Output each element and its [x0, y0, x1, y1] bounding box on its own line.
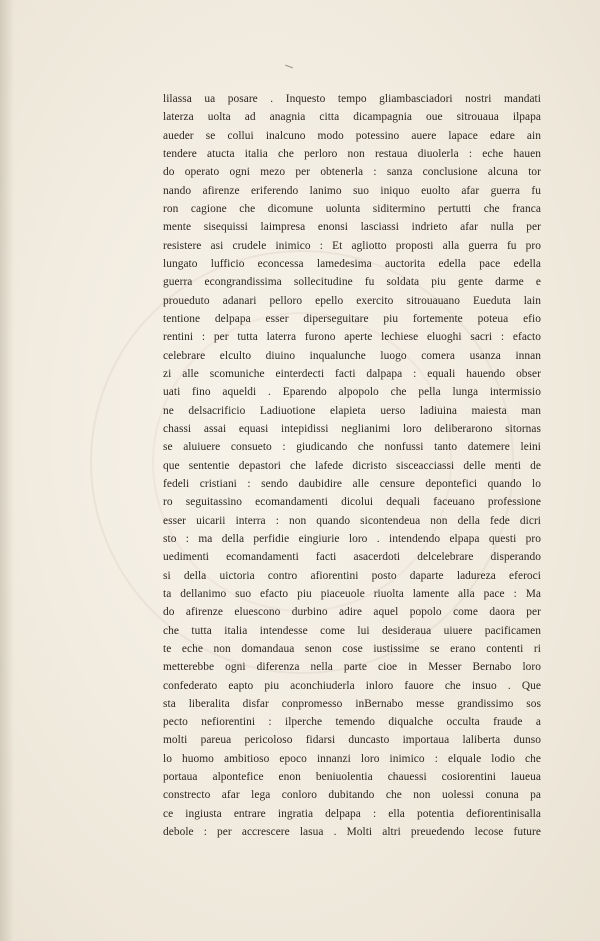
- text-line: celebrare elculto diuino inqualunche luogo comera usanza innan: [163, 349, 541, 362]
- text-line: si della uictoria contro afiorentini posto daparte ladureza eferoci: [163, 569, 541, 582]
- text-line: ta dellanimo suo efacto piu piaceuole riuolta lamente alla pace : Ma: [163, 587, 541, 600]
- text-line: debole : per accrescere lasua . Molti altri preuedendo lecose future: [163, 826, 541, 839]
- text-line: confederato eapto piu aconchiuderla inloro fauore che insuo . Que: [163, 679, 541, 692]
- text-line: metterebbe ogni diferenza nella parte cioe in Messer Bernabo loro: [163, 661, 541, 674]
- page-edge-shadow: [0, 0, 14, 941]
- text-line: pecto nefiorentini : ilperche temendo diqualche occulta fraude a: [163, 716, 541, 729]
- text-line: chassi assai equasi intepidissi neglianimi loro deliberarono sitornas: [163, 422, 541, 435]
- text-line: sto : ma della perfidie eingiurie loro . intendendo elpapa questi pro: [163, 532, 541, 545]
- text-line: proueduto adanari pelloro epello exercito sitrouauano Eueduta lain: [163, 294, 541, 307]
- text-line: tentione delpapa esser diperseguitare piu fortemente poteua efio: [163, 312, 541, 325]
- text-line: constrecto afar lega conloro dubitando che non uolessi conuna pa: [163, 789, 541, 802]
- text-line: esser uicarii interra : non quando sicontendeua non della fede dicri: [163, 514, 541, 527]
- ink-mark: [285, 65, 293, 69]
- text-line: lo huomo ambitioso epoco innanzi loro inimico : elquale lodio che: [163, 752, 541, 765]
- text-line: fedeli cristiani : sendo daubidire alle censure depontefici quando lo: [163, 477, 541, 490]
- text-line: nando afirenze eriferendo lanimo suo iniquo euolto afar guerra fu: [163, 184, 541, 197]
- text-block: [163, 90, 541, 841]
- text-line: sta liberalita disfar conpromesso inBernabo messe grandissimo sos: [163, 697, 541, 710]
- text-line: uedimenti ecomandamenti facti asacerdoti delcelebrare disperando: [163, 551, 541, 564]
- text-line: molti pareua pericoloso fidarsi duncasto importaua laliberta dunso: [163, 734, 541, 747]
- text-line: ce ingiusta entrare ingratia delpapa : ella potentia defiorentinisalla: [163, 807, 541, 820]
- text-line: do afirenze eluescono durbino adire aquel popolo come daora per: [163, 606, 541, 619]
- text-line: resistere asi crudele inimico : Et agliotto proposti alla guerra fu pro: [163, 239, 541, 252]
- text-line: ne delsacrificio Ladiuotione elapieta uerso ladiuina maiesta man: [163, 404, 541, 417]
- text-line: guerra econgrandissima sollecitudine fu soldata piu gente darme e: [163, 276, 541, 289]
- text-line: ro seguitassino ecomandamenti dicolui dequali faceuano professione: [163, 496, 541, 509]
- text-line: do operato ogni mezo per obtenerla : sanza conclusione alcuna tor: [163, 166, 541, 179]
- text-line: lilassa ua posare . Inquesto tempo gliambasciadori nostri mandati: [163, 93, 541, 105]
- text-line: laterza uolta ad anagnia citta dicampagnia oue sitrouaua ilpapa: [163, 111, 541, 124]
- text-line: portaua alpontefice enon beniuolentia chauessi cosiorentini laueua: [163, 771, 541, 784]
- text-line: che tutta italia intendesse come lui desideraua uiuere pacificamen: [163, 624, 541, 637]
- text-line: tendere atucta italia che perloro non restaua diuolerla : eche hauen: [163, 147, 541, 160]
- text-line: te eche non domandaua senon cose iustissime se erano contenti ri: [163, 642, 541, 655]
- text-line: uati fino aqueldi . Eparendo alpopolo che pella lunga intermissio: [163, 386, 541, 399]
- text-line: que sententie depastori che lafede dicristo sisceacciassi delle menti de: [163, 459, 541, 472]
- text-line: rentini : per tutta laterra furono aperte lechiese eluoghi sacri : efacto: [163, 331, 541, 344]
- text-line: zi alle scomuniche einterdecti facti dalpapa : equali hauendo obser: [163, 367, 541, 380]
- text-line: ron cagione che dicomune uolunta siditermino pertutti che franca: [163, 202, 541, 215]
- text-line: lungato lufficio econcessa lamedesima auctorita edella pace edella: [163, 257, 541, 270]
- text-line: mente sisequissi laimpresa enonsi lasciassi indrieto afar nulla per: [163, 221, 541, 234]
- text-line: se aluiuere consueto : giudicando che nonfussi tanto datemere leini: [163, 441, 541, 454]
- text-line: aueder se collui inalcuno modo potessino auere lapace edare ain: [163, 129, 541, 142]
